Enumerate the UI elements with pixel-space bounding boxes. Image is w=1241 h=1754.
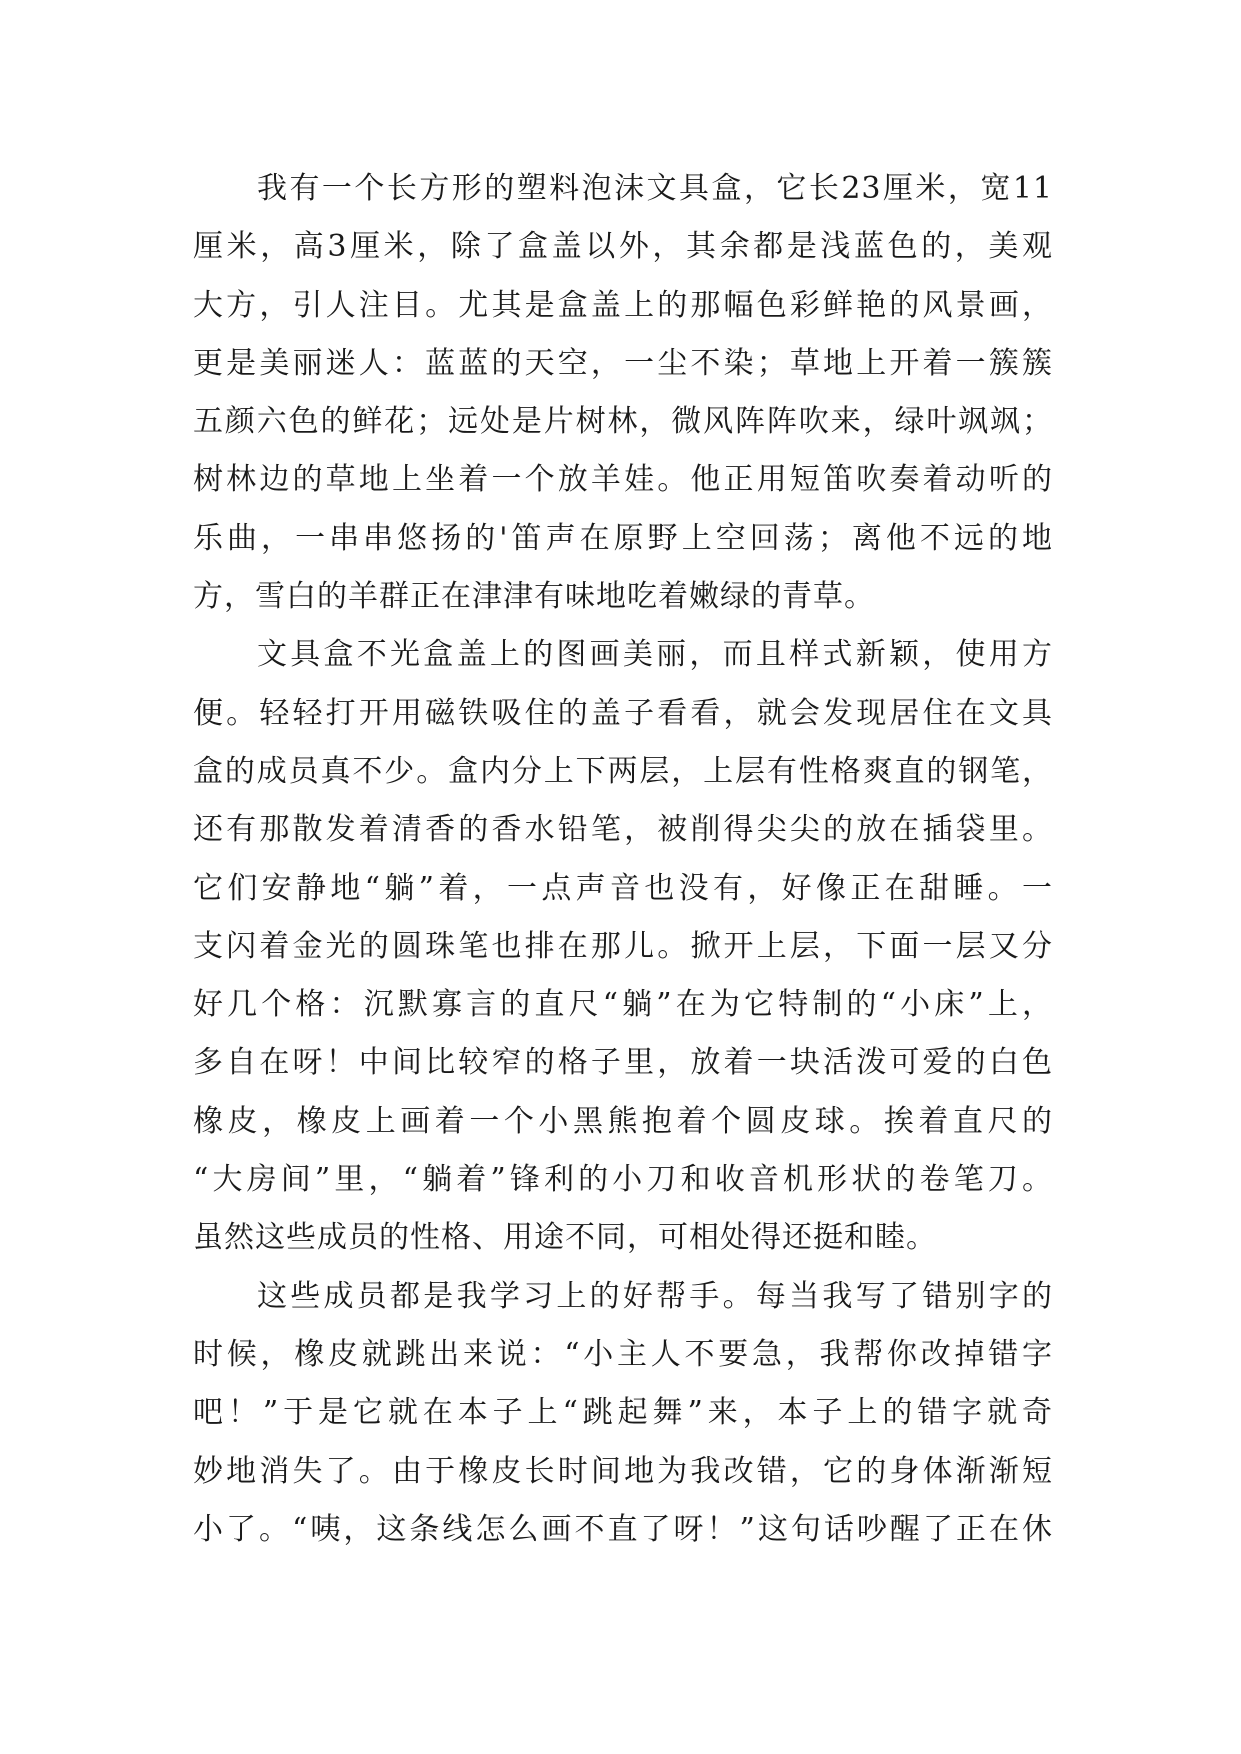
paragraph-1-line-4: 更是美丽迷人：蓝蓝的天空，一尘不染；草地上开着一簇簇 [193,345,1053,381]
paragraph-1-line-8: 方，雪白的羊群正在津津有味地吃着嫩绿的青草。 [193,579,875,615]
paragraph-3-line-3: 吧！”于是它就在本子上“跳起舞”来，本子上的错字就奇 [193,1395,1053,1431]
paragraph-3-line-1: 这些成员都是我学习上的好帮手。每当我写了错别字的 [257,1278,1053,1314]
paragraph-2-line-5: 它们安静地“躺”着，一点声音也没有，好像正在甜睡。一 [193,870,1053,906]
paragraph-1-line-3: 大方，引人注目。尤其是盒盖上的那幅色彩鲜艳的风景画， [193,287,1053,323]
paragraph-1-line-7: 乐曲，一串串悠扬的'笛声在原野上空回荡；离他不远的地 [193,520,1053,556]
paragraph-2-line-8: 多自在呀！中间比较窄的格子里，放着一块活泼可爱的白色 [193,1045,1053,1081]
paragraph-2-line-11: 虽然这些成员的性格、用途不同，可相处得还挺和睦。 [193,1220,937,1256]
paragraph-2-line-3: 盒的成员真不少。盒内分上下两层，上层有性格爽直的钢笔， [193,753,1053,789]
paragraph-2-line-2: 便。轻轻打开用磁铁吸住的盖子看看，就会发现居住在文具 [193,695,1053,731]
paragraph-1-line-6: 树林边的草地上坐着一个放羊娃。他正用短笛吹奏着动听的 [193,462,1053,498]
paragraph-1-line-5: 五颜六色的鲜花；远处是片树林，微风阵阵吹来，绿叶飒飒； [193,404,1053,440]
paragraph-1-line-1: 我有一个长方形的塑料泡沫文具盒，它长23厘米，宽11 [257,171,1053,206]
essay-body [193,160,1053,1559]
paragraph-2-line-6: 支闪着金光的圆珠笔也排在那儿。掀开上层，下面一层又分 [193,928,1053,964]
paragraph-2-line-10: “大房间”里，“躺着”锋利的小刀和收音机形状的卷笔刀。 [193,1162,1053,1198]
paragraph-1-line-2: 厘米，高3厘米，除了盒盖以外，其余都是浅蓝色的，美观 [193,229,1053,265]
paragraph-2-line-1: 文具盒不光盒盖上的图画美丽，而且样式新颖，使用方 [257,637,1053,673]
paragraph-3-line-5: 小了。“咦，这条线怎么画不直了呀！”这句话吵醒了正在休 [193,1511,1053,1547]
paragraph-3-line-4: 妙地消失了。由于橡皮长时间地为我改错，它的身体渐渐短 [193,1453,1053,1489]
paragraph-2-line-7: 好几个格：沉默寡言的直尺“躺”在为它特制的“小床”上， [193,987,1053,1023]
paragraph-2-line-9: 橡皮，橡皮上画着一个小黑熊抱着个圆皮球。挨着直尺的 [193,1103,1053,1139]
paragraph-3-line-2: 时候，橡皮就跳出来说：“小主人不要急，我帮你改掉错字 [193,1336,1053,1372]
paragraph-2-line-4: 还有那散发着清香的香水铅笔，被削得尖尖的放在插袋里。 [193,812,1053,848]
